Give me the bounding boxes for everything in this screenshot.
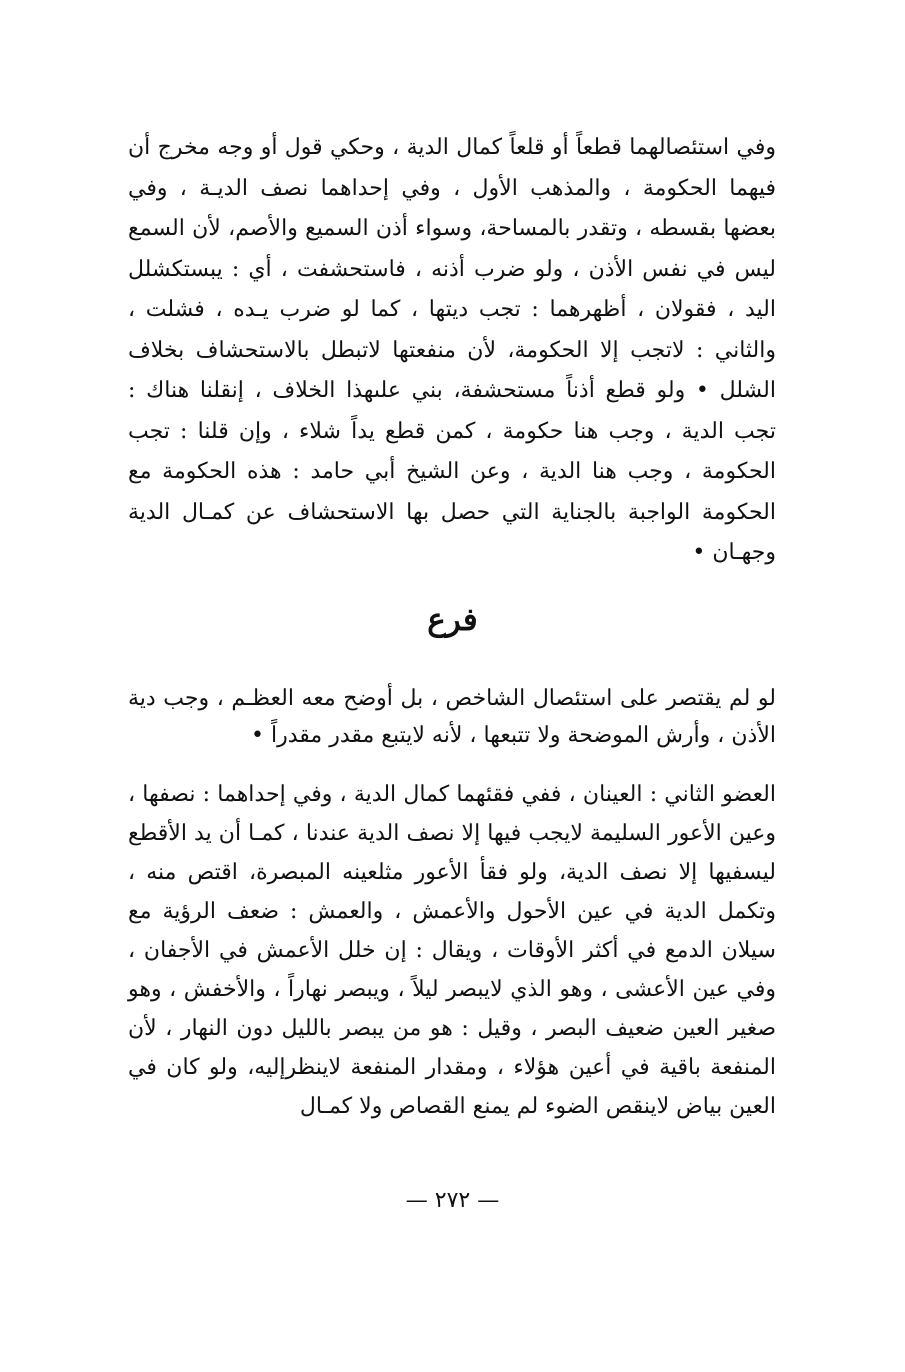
body-paragraph-ear-blood-money: وفي استئصالهما قطعاً أو قلعاً كمال الدية ، وحكي قول أو وجه مخرج أن فيهما الحكومة ، والمذهب الأول ، وفي إحداهما نصف الديـة ، وفي بعضها بقسطه ، وتقدر بالمساحة، وسواء أذن السميع والأصم، لأن السمع ليس في نفس الأذن ، ولو ضرب أذنه ، فاستحشفت ، أي : يبستكشلل اليد ، فقولان ، أظهرهما : تجب ديتها ، كما لو ضرب يـده ، فشلت ، والثاني : لاتجب إلا الحكومة، لأن منفعتها لاتبطل بالاستحشاف بخلاف الشلل • ولو قطع أذناً مستحشفة، بني علىهذا الخلاف ، إنقلنا هناك : تجب الدية ، وجب هنا حكومة ، كمن قطع يداً شلاء ، وإن قلنا : تجب الحكومة ، وجب هنا الدية ، وعن الشيخ أبي حامد : هذه الحكومة مع الحكومة الواجبة بالجناية التي حصل بها الاستحشاف عن كمـال الدية وجهـان • <box>128 135 776 565</box>
body-paragraph-far-subsection: لو لم يقتصر على استئصال الشاخص ، بل أوضح معه العظـم ، وجب دية الأذن ، وأرش الموضحة ولا تتبعها ، لأنه لايتبع مقدر مقدراً • <box>128 686 776 748</box>
body-paragraph-second-organ-eyes: العضو الثاني : العينان ، ففي فقئهما كمال الدية ، وفي إحداهما : نصفها ، وعين الأعور السليمة لايجب فيها إلا نصف الدية عندنا ، كمـا أن يد الأقطع ليسفيها إلا نصف الدية، ولو فقأ الأعور مثلعينه المبصرة، اقتص منه ، وتكمل الدية في عين الأحول والأعمش ، والعمش : ضعف الرؤية مع سيلان الدمع في أكثر الأوقات ، ويقال : إن خلل الأعمش في الأجفان ، وفي عين الأعشى ، وهو الذي لايبصر ليلاً ، ويبصر نهاراً ، والأخفش ، وهو صغير العين ضعيف البصر ، وقيل : هو من يبصر بالليل دون النهار ، لأن المنفعة باقية في أعين هؤلاء ، ومقدار المنفعة لاينظرإليه، ولو كان في العين بياض لاينقص الضوء لم يمنع القصاص ولا كمـال <box>128 782 776 1119</box>
page-number: — ٢٧٢ — <box>405 1188 500 1213</box>
section-heading-far: فرع <box>427 602 478 638</box>
